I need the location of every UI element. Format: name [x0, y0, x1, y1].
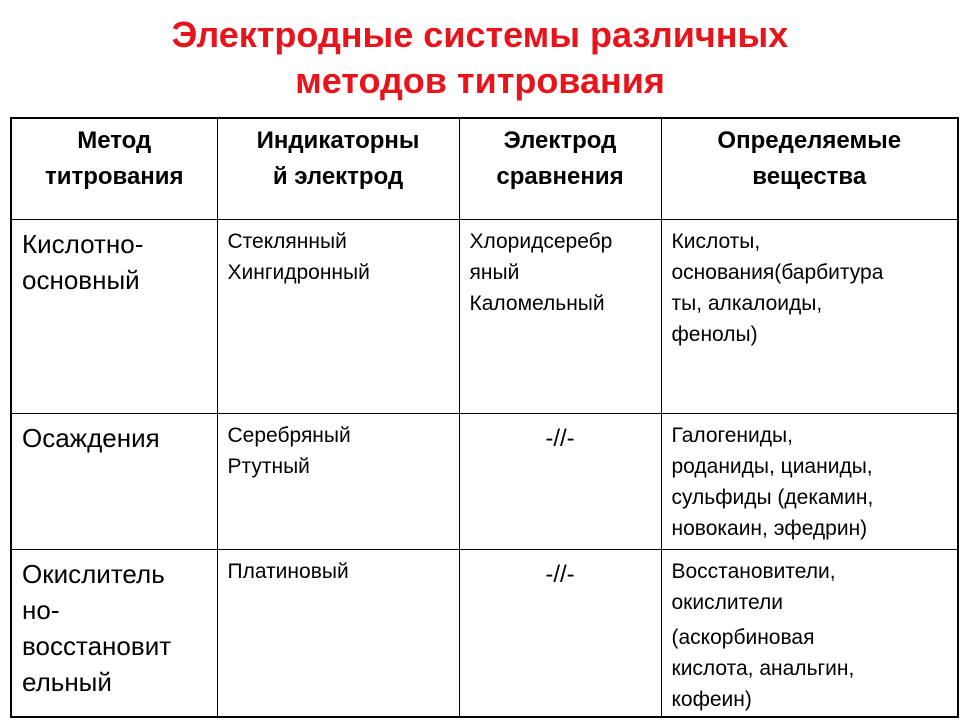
reference-ditto-mark: -//- [545, 424, 575, 452]
substances-text: (аскорбиновая [671, 625, 815, 649]
header-text: Определяемые [717, 127, 902, 154]
reference-text: Каломельный [469, 291, 605, 315]
substances-text: Кислоты, [671, 229, 761, 253]
substances-text: новокаин, эфедрин) [671, 516, 868, 540]
method-text: Осаждения [22, 422, 160, 453]
method-cell [11, 413, 217, 549]
substances-text: окислители [671, 590, 783, 614]
substances-cell [661, 549, 958, 717]
header-text: Электрод [503, 127, 617, 154]
substances-text: Восстановители, [671, 559, 836, 583]
slide-title-line-1: Электродные системы различных [171, 14, 789, 55]
substances-text: основания(барбитура [671, 260, 884, 284]
method-text: но- [22, 594, 60, 625]
substances-text: фенолы) [671, 322, 758, 346]
indicator-text: Серебряный [227, 423, 351, 447]
method-cell [11, 549, 217, 717]
table-row-acid-base [11, 219, 958, 413]
header-indicator-electrode [217, 118, 459, 219]
indicator-text: Платиновый [227, 559, 349, 583]
header-method [11, 118, 217, 219]
electrode-systems-table [10, 117, 959, 718]
method-text: Окислитель [22, 558, 165, 589]
header-text: Индикаторны [256, 127, 420, 154]
method-text: основный [22, 264, 140, 295]
method-text: Кислотно- [22, 228, 144, 259]
method-text: ельный [22, 666, 112, 697]
substances-text: ты, алкалоиды, [671, 291, 823, 315]
header-text: Метод [77, 127, 152, 154]
substances-cell [661, 413, 958, 549]
header-text: вещества [752, 163, 867, 190]
reference-ditto-mark: -//- [545, 560, 575, 588]
substances-text: роданиды, цианиды, [671, 454, 873, 478]
method-text: восстановит [22, 630, 172, 661]
method-cell [11, 219, 217, 413]
header-text: титрования [44, 163, 184, 190]
indicator-text: Стеклянный [227, 229, 347, 253]
substances-text: кофеин) [671, 687, 752, 711]
header-text: й электрод [272, 163, 404, 190]
table-header-row [11, 118, 958, 219]
slide-title [0, 12, 960, 104]
indicator-cell [217, 219, 459, 413]
indicator-text: Хингидронный [227, 260, 370, 284]
header-reference-electrode [459, 118, 661, 219]
substances-text: Галогениды, [671, 423, 793, 447]
table-row-redox [11, 549, 958, 717]
header-determined-substances [661, 118, 958, 219]
substances-cell [661, 219, 958, 413]
reference-text: яный [469, 260, 520, 284]
reference-cell [459, 219, 661, 413]
reference-text: Хлоридсеребр [469, 229, 613, 253]
substances-text: сульфиды (декамин, [671, 485, 874, 509]
header-text: сравнения [496, 163, 624, 190]
indicator-text: Ртутный [227, 454, 310, 478]
substances-text: кислота, анальгин, [671, 656, 855, 680]
reference-cell [459, 549, 661, 717]
reference-cell [459, 413, 661, 549]
table-row-precipitation [11, 413, 958, 549]
slide-title-line-2: методов титрования [295, 60, 665, 101]
indicator-cell [217, 413, 459, 549]
indicator-cell [217, 549, 459, 717]
